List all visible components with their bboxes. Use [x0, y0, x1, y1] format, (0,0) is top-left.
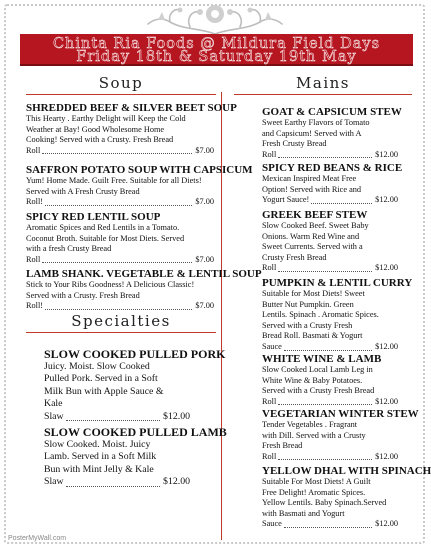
item-name: VEGETARIAN WINTER STEW: [262, 408, 419, 420]
item-description-line: Stick to Your Ribs Goodness! A Delicious Classic!: [26, 280, 195, 289]
price-line: [44, 411, 190, 423]
item-description-line: Lamb. Served in a Soft Milk: [44, 451, 157, 463]
watermark-credit: PosterMyWall.com: [8, 535, 67, 542]
mains-heading: Mains: [296, 74, 350, 92]
item-description-tail: Roll!: [26, 301, 44, 311]
item-description-line: Kale: [44, 398, 63, 410]
specialties-heading-rule: [26, 332, 216, 333]
item-description-line: Bun with Mint Jelly & Kale: [44, 463, 154, 475]
item-description-line: Milk Bun with Apple Sauce &: [44, 385, 164, 397]
item-price: $12.00: [375, 263, 398, 273]
price-line: [26, 146, 214, 157]
item-description-tail: Sauce: [262, 341, 282, 351]
menu-item: [44, 347, 226, 423]
soup-heading-rule: [26, 94, 216, 95]
item-name: SLOW COOKED PULLED PORK: [44, 347, 226, 361]
item-description-line: Option! Served with Rice and: [262, 184, 362, 194]
item-description-tail: Roll!: [26, 197, 44, 207]
price-line: [262, 150, 398, 161]
price-line: [262, 452, 398, 463]
price-line: [262, 263, 398, 274]
item-price: $7.00: [195, 197, 214, 207]
item-description-line: Suitable For Most Diets! A Guilt: [262, 477, 371, 486]
item-name: YELLOW DHAL WITH SPINACH: [262, 465, 431, 477]
price-line: [44, 476, 190, 488]
item-description-line: Served with A Fresh Crusty Bread: [26, 186, 140, 196]
item-name: PUMPKIN & LENTIL CURRY: [262, 277, 413, 289]
price-line: [26, 197, 214, 208]
specialties-heading: Specialties: [71, 312, 171, 330]
item-description-line: Juicy. Moist. Slow Cooked: [44, 361, 150, 372]
item-description-tail: Roll: [262, 451, 277, 461]
item-description-line: Served with a Crusty Fresh: [262, 320, 353, 330]
price-line: [262, 519, 398, 530]
item-description-line: Served with a Crusty Fresh Bread: [262, 386, 375, 396]
price-line: [262, 342, 398, 353]
item-description-line: Fresh Bread: [262, 441, 303, 451]
item-description-line: Tender Vegetables . Fragrant: [262, 420, 358, 429]
menu-item: [26, 268, 262, 312]
price-line: [262, 195, 398, 206]
item-description-line: Lentils. Spinach . Aromatic Spices.: [262, 310, 379, 320]
item-description-line: and Capsicum! Served with A: [262, 128, 362, 138]
price-line: [262, 397, 398, 408]
menu-item: [262, 353, 398, 407]
item-description-line: White Wine & Baby Potatoes.: [262, 375, 363, 385]
item-price: $12.00: [375, 451, 398, 461]
item-price: $12.00: [163, 476, 190, 488]
item-description-tail: Roll: [26, 145, 41, 155]
menu-item: [262, 106, 402, 160]
item-name: SAFFRON POTATO SOUP WITH CAPSICUM: [26, 164, 253, 176]
item-description-line: with Basmati and Yogurt: [262, 508, 345, 518]
menu-item: [26, 211, 214, 265]
item-description-line: Free Delight! Aromatic Spices.: [262, 487, 366, 497]
item-price: $12.00: [375, 341, 398, 351]
item-description-line: Slow Cooked Beef. Sweet Baby: [262, 221, 369, 230]
item-description-line: Yum! Home Made. Guilt Free. Suitable for all Diets!: [26, 176, 202, 185]
item-price: $12.00: [375, 149, 398, 159]
item-description-line: Mexican Inspired Meat Free: [262, 174, 357, 183]
item-name: SPICY RED LENTIL SOUP: [26, 211, 161, 223]
menu-item: [262, 408, 419, 462]
banner-dates: Friday 18th & Saturday 19th May: [76, 49, 357, 65]
menu-item: [262, 209, 398, 274]
item-description-line: Butter Nut Pumpkin. Green: [262, 299, 354, 309]
item-description-line: Weather at Bay! Good Wholesome Home: [26, 124, 165, 134]
item-description-line: Aromatic Spices and Red Lentils in a Tomato.: [26, 223, 180, 232]
item-description-line: with a fresh Crusty Bread: [26, 244, 112, 254]
mains-heading-rule: [234, 94, 412, 95]
menu-item: [26, 164, 253, 208]
item-description-tail: Sauce: [262, 519, 282, 529]
item-description-line: Slow Cooked. Moist. Juicy: [44, 439, 151, 450]
item-description-line: This Hearty . Earthy Delight will Keep the Cold: [26, 114, 186, 123]
price-line: [26, 255, 214, 266]
item-name: SLOW COOKED PULLED LAMB: [44, 425, 227, 439]
item-name: LAMB SHANK. VEGETABLE & LENTIL SOUP: [26, 268, 262, 280]
item-price: $12.00: [375, 396, 398, 406]
item-description-tail: Slaw: [44, 410, 64, 422]
item-name: SHREDDED BEEF & SILVER BEET SOUP: [26, 102, 237, 114]
item-description-tail: Yogurt Sauce!: [262, 195, 310, 205]
item-name: SPICY RED BEANS & RICE: [262, 162, 403, 174]
price-line: [26, 301, 214, 312]
column-divider: [221, 92, 222, 540]
item-description-tail: Roll: [262, 396, 277, 406]
menu-item: [262, 277, 413, 353]
item-description-line: Bread Roll. Basmati & Yogurt: [262, 331, 363, 341]
item-name: GREEK BEEF STEW: [262, 209, 368, 221]
item-description-line: Onions. Warm Red Wine and: [262, 231, 360, 241]
item-description-tail: Slaw: [44, 476, 64, 488]
item-description-line: Served with a Crusty. Fresh Bread: [26, 290, 140, 300]
item-description-line: Crusty Fresh Bread: [262, 252, 327, 262]
item-description-line: Cooking! Served with a Crusty. Fresh Bread: [26, 135, 174, 145]
menu-item: [262, 465, 431, 530]
item-description-line: Slow Cooked Local Lamb Leg in: [262, 365, 373, 374]
item-description-line: Sweet Currents. Served with a: [262, 242, 363, 252]
menu-item: [26, 102, 237, 156]
item-description-tail: Roll: [262, 263, 277, 273]
banner-title: Chinta Ria Foods @ Mildura Field Days: [52, 36, 381, 52]
item-description-line: with Dill. Served with a Crusty: [262, 430, 366, 440]
menu-item: [44, 425, 227, 489]
item-price: $12.00: [375, 195, 398, 205]
event-banner: [20, 34, 413, 66]
item-description-line: Pulled Pork. Served in a Soft: [44, 373, 158, 385]
item-price: $7.00: [195, 254, 214, 264]
item-price: $7.00: [195, 145, 214, 155]
item-description-line: Sweet Earthy Flavors of Tomato: [262, 118, 370, 127]
item-description-line: Yellow Lentils. Baby Spinach.Served: [262, 498, 387, 508]
item-description-line: Suitable for Most Diets! Sweet: [262, 289, 365, 298]
item-description-line: Coconut Broth. Suitable for Most Diets. Served: [26, 233, 185, 243]
soup-heading: Soup: [98, 74, 144, 92]
item-price: $7.00: [195, 301, 214, 311]
item-description-tail: Roll: [262, 149, 277, 159]
item-price: $12.00: [163, 410, 190, 422]
item-price: $12.00: [375, 519, 398, 529]
menu-item: [262, 162, 403, 206]
item-description-line: Fresh Crusty Bread: [262, 139, 327, 149]
item-name: GOAT & CAPSICUM STEW: [262, 106, 402, 118]
floral-ornament-icon: [140, 0, 290, 38]
item-description-tail: Roll: [26, 254, 41, 264]
item-name: WHITE WINE & LAMB: [262, 353, 382, 365]
